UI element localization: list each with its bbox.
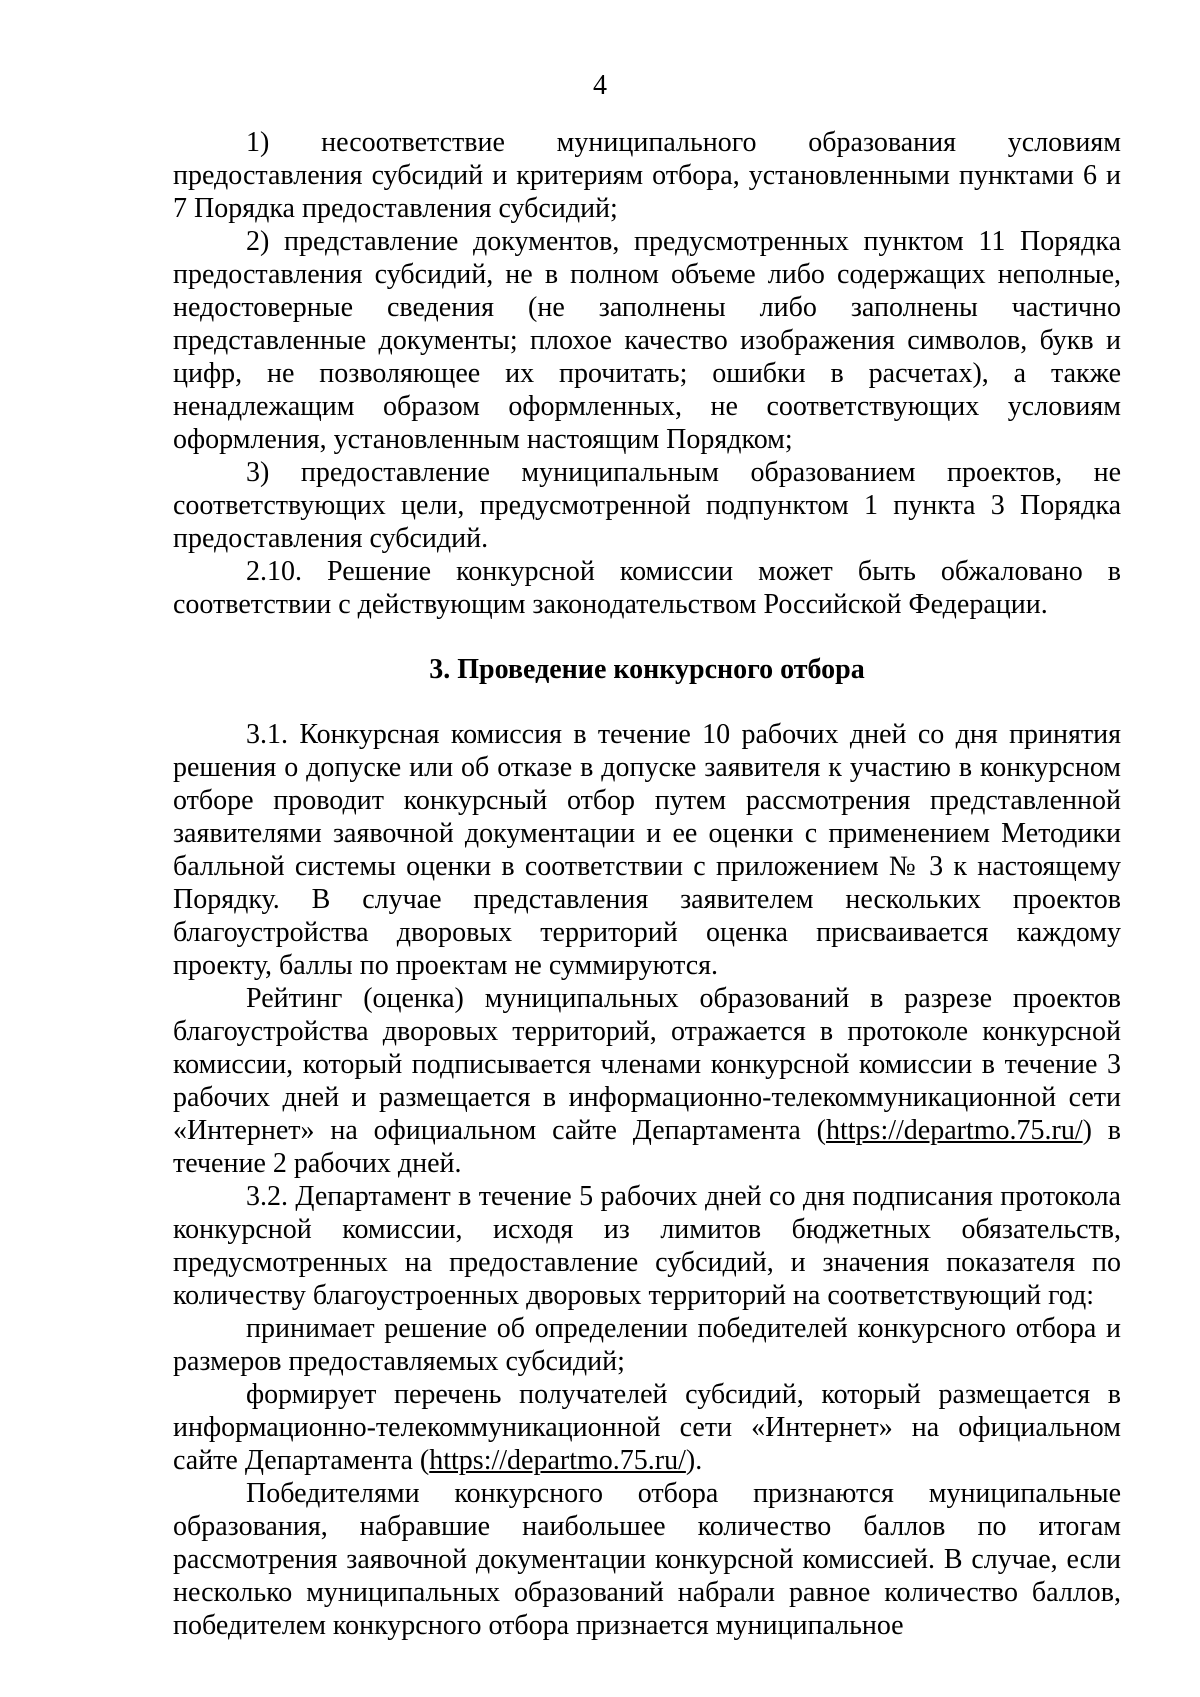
paragraph-3-1: 3.1. Конкурсная комиссия в течение 10 рабочих дней со дня принятия решения о допуске или об отказе в допуске заявителя к участию в конкурсном отборе проводит конкурсный отбор путем рассмотрения представленной заявителями заявочной документации и ее оценки с применением Методики балльной системы оценки в соответствии с приложением № 3 к настоящему Порядку. В случае представления заявителем нескольких проектов благоустройства дворовых территорий оценка присваивается каждому проекту, баллы по проектам не суммируются. [173, 719, 1121, 981]
department-site-link[interactable]: https://departmo.75.ru/ [825, 1115, 1083, 1146]
paragraph-rating [173, 982, 1121, 1180]
paragraph-winners: Победителями конкурсного отбора признаются муниципальные образования, набравшие наибольшее количество баллов по итогам рассмотрения заявочной документации конкурсной комиссией. В случае, если несколько муниципальных образований набрали равное количество баллов, победителем конкурсного отбора признается муниципальное [173, 1478, 1121, 1641]
paragraph-item-2: 2) представление документов, предусмотренных пунктом 11 Порядка предоставления субсидий, не в полном объеме либо содержащих неполные, недостоверные сведения (не заполнены либо заполнены частично представленные документы; плохое качество изображения символов, букв и цифр, не позволяющее их прочитать; ошибки в расчетах), а также ненадлежащим образом оформленных, не соответствующих условиям оформления, установленным настоящим Порядком; [173, 226, 1121, 455]
rating-text-after: ) в течение 2 рабочих дней. [173, 1115, 1121, 1179]
department-site-link-2[interactable]: https://departmo.75.ru/ [429, 1445, 686, 1476]
paragraph-item-1: 1) несоответствие муниципального образования условиям предоставления субсидий и критериям отбора, установленными пунктами 6 и 7 Порядка предоставления субсидий; [173, 127, 1121, 224]
page-number: 4 [593, 70, 607, 101]
recipients-text-before: формирует перечень получателей субсидий, который размещается в информационно-телекоммуникационной сети «Интернет» на официальном сайте Департамента ( [173, 1379, 1121, 1476]
paragraph-2-10: 2.10. Решение конкурсной комиссии может быть обжаловано в соответствии с действующим законодательством Российской Федерации. [173, 556, 1121, 620]
document-body [173, 126, 1121, 1642]
paragraph-3-2: 3.2. Департамент в течение 5 рабочих дней со дня подписания протокола конкурсной комиссии, исходя из лимитов бюджетных обязательств, предусмотренных на предоставление субсидий, и значения показателя по количеству благоустроенных дворовых территорий на соответствующий год: [173, 1181, 1121, 1311]
rating-text-before: Рейтинг (оценка) муниципальных образований в разрезе проектов благоустройства дворовых территорий, отражается в протоколе конкурсной комиссии, который подписывается членами конкурсной комиссии в течение 3 рабочих дней и размещается в информационно-телекоммуникационной сети «Интернет» на официальном сайте Департамента ( [173, 983, 1121, 1146]
paragraph-item-3: 3) предоставление муниципальным образованием проектов, не соответствующих цели, предусмотренной подпунктом 1 пункта 3 Порядка предоставления субсидий. [173, 457, 1121, 554]
section-heading: 3. Проведение конкурсного отбора [429, 654, 865, 685]
recipients-text-after: ). [685, 1445, 703, 1476]
paragraph-decision: принимает решение об определении победителей конкурсного отбора и размеров предоставляемых субсидий; [173, 1313, 1121, 1377]
paragraph-recipients-list [173, 1378, 1121, 1477]
